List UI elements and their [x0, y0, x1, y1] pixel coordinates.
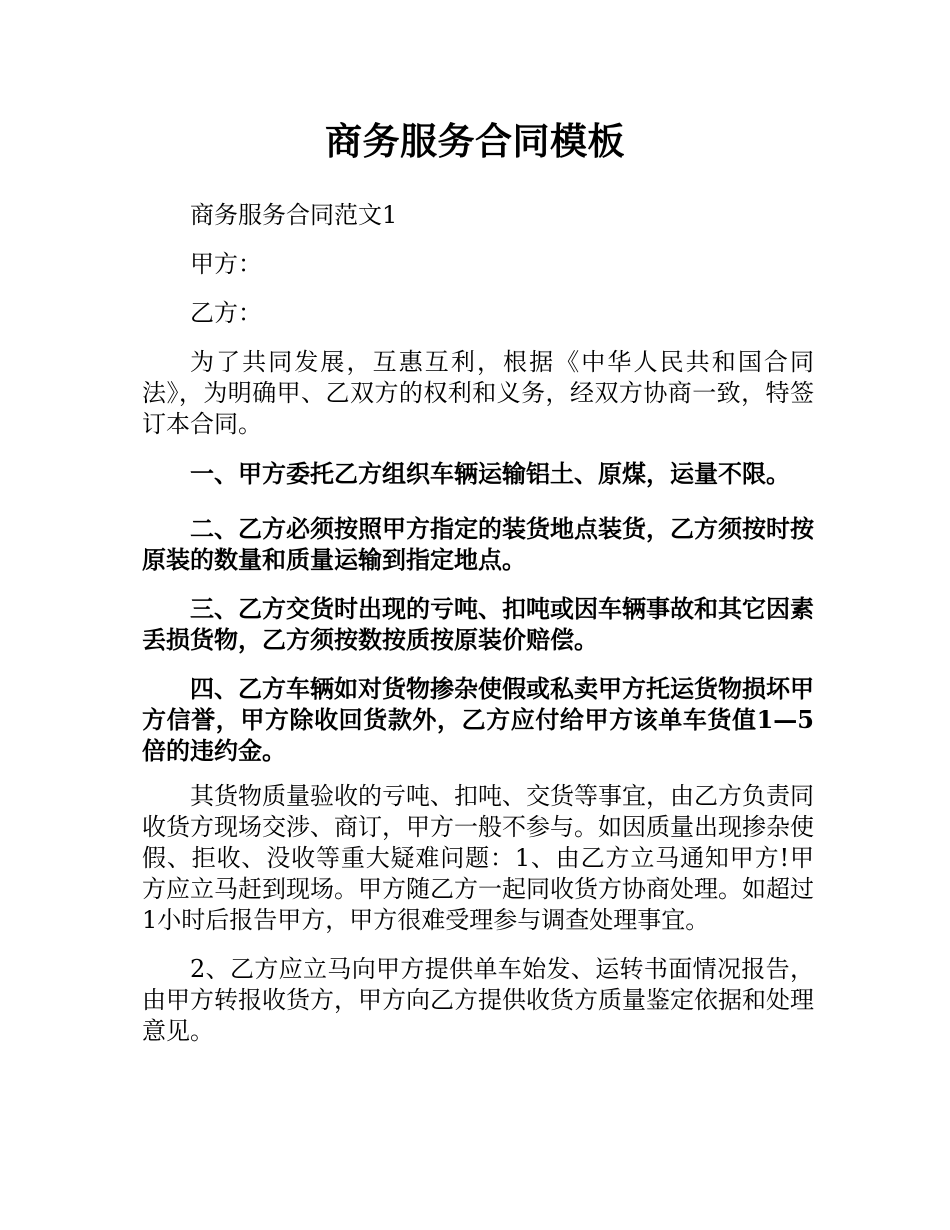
party-b-line: 乙方：	[190, 299, 262, 327]
preamble-paragraph: 为了共同发展，互惠互利，根据《中华人民共和国合同法》，为明确甲、乙双方的权利和义务，经双方协商一致，特签订本合同。	[142, 348, 814, 438]
quality-inspection-paragraph: 其货物质量验收的亏吨、扣吨、交货等事宜，由乙方负责同收货方现场交涉、商订，甲方一般不参与。如因质量出现掺杂使假、拒收、没收等重大疑难问题：1、由乙方立马通知甲方!甲方应立马赶到现场。甲方随乙方一起同收货方协商处理。如超过1小时后报告甲方，甲方很难受理参与调查处理事宜。	[142, 782, 814, 934]
contract-subtitle: 商务服务合同范文1	[190, 201, 398, 229]
clause-1: 一、甲方委托乙方组织车辆运输铝土、原煤，运量不限。	[190, 459, 790, 488]
clause-3: 三、乙方交货时出现的亏吨、扣吨或因车辆事故和其它因素丢损货物，乙方须按数按质按原装价赔偿。	[142, 594, 814, 654]
report-paragraph: 2、乙方应立马向甲方提供单车始发、运转书面情况报告，由甲方转报收货方，甲方向乙方提供收货方质量鉴定依据和处理意见。	[142, 955, 814, 1045]
document-body	[142, 200, 814, 1047]
document-title: 商务服务合同模板	[325, 120, 625, 163]
clause-2: 二、乙方必须按照甲方指定的装货地点装货，乙方须按时按原装的数量和质量运输到指定地点。	[142, 514, 814, 574]
party-a-line: 甲方：	[190, 250, 262, 278]
clause-4: 四、乙方车辆如对货物掺杂使假或私卖甲方托运货物损坏甲方信誉，甲方除收回货款外，乙方应付给甲方该单车货值1—5倍的违约金。	[142, 674, 814, 765]
